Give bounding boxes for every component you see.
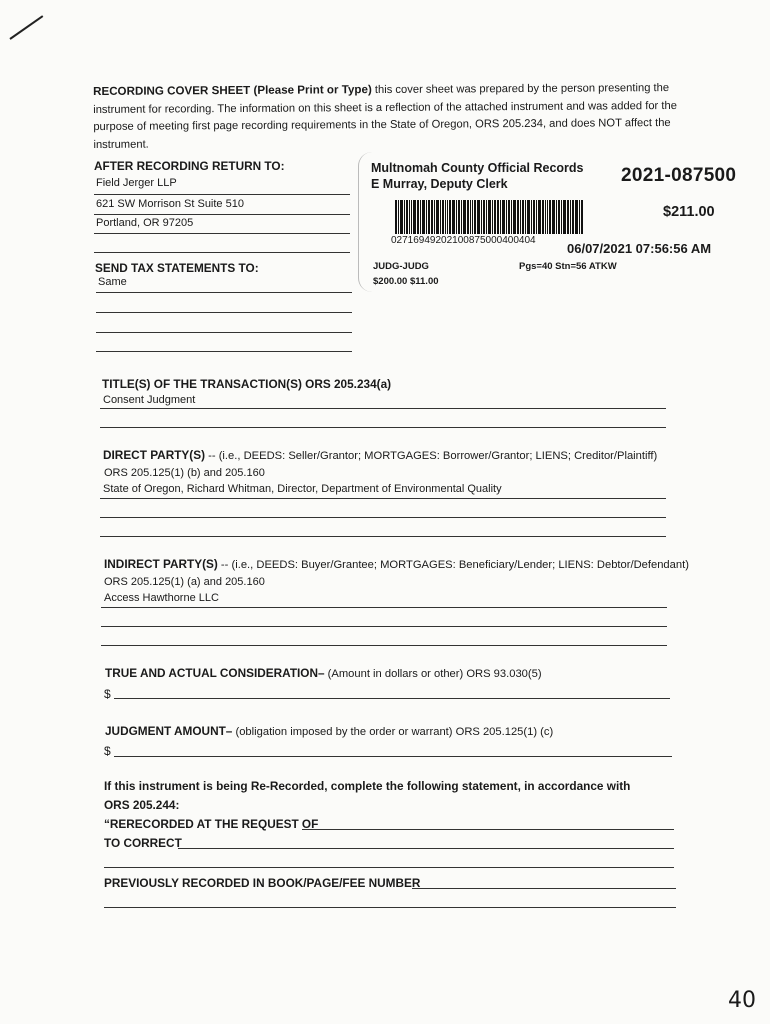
return-to-line-1: Field Jerger LLP	[96, 177, 177, 189]
rule	[101, 607, 667, 608]
judgment-label	[105, 724, 553, 738]
judgment-title: JUDGMENT AMOUNT–	[105, 724, 233, 738]
stamp-clerk: E Murray, Deputy Clerk	[371, 177, 508, 191]
stamp-fee: $211.00	[663, 204, 715, 220]
rerecord-line-2: ORS 205.244:	[104, 798, 180, 812]
rule	[100, 536, 666, 537]
barcode-digits: 02716949202100875000400404	[391, 235, 536, 246]
stamp-office: Multnomah County Official Records	[371, 161, 584, 175]
rule	[100, 517, 666, 518]
consideration-label	[105, 666, 542, 680]
rule	[302, 829, 674, 830]
direct-party-ors: ORS 205.125(1) (b) and 205.160	[104, 467, 265, 479]
judgment-dollar: $	[104, 744, 111, 758]
indirect-party-title: INDIRECT PARTY(S)	[104, 557, 218, 571]
titles-label: TITLE(S) OF THE TRANSACTION(S) ORS 205.234(a)	[102, 377, 392, 391]
rule	[104, 907, 676, 908]
tax-value: Same	[98, 276, 127, 288]
rule	[96, 351, 352, 352]
barcode	[395, 200, 584, 234]
return-to-line-3: Portland, OR 97205	[96, 217, 194, 229]
rerecord-correct-label: TO CORRECT	[104, 836, 182, 850]
rerecord-previous-label: PREVIOUSLY RECORDED IN BOOK/PAGE/FEE NUMBER	[104, 876, 421, 890]
rule	[94, 233, 350, 234]
stamp-pages: Pgs=40 Stn=56 ATKW	[519, 261, 617, 272]
direct-party-label	[103, 448, 657, 462]
rule	[96, 312, 352, 313]
stamp-datetime: 06/07/2021 07:56:56 AM	[567, 241, 712, 256]
intro-text: this cover sheet was prepared by the person presenting the instrument for recording. The information on this sheet is a reflection of the attached instrument and was added for the purpose of meeting first page recording requirements in the State of Oregon, ORS 205.234, and does NOT affect the instrument.	[93, 81, 677, 151]
indirect-party-ors: ORS 205.125(1) (a) and 205.160	[104, 576, 265, 588]
judgment-desc: (obligation imposed by the order or warrant) ORS 205.125(1) (c)	[232, 726, 554, 738]
rule	[94, 214, 350, 215]
titles-value: Consent Judgment	[103, 394, 196, 406]
direct-party-value: State of Oregon, Richard Whitman, Director, Department of Environmental Quality	[103, 483, 502, 495]
rule	[100, 408, 666, 409]
direct-party-title: DIRECT PARTY(S)	[103, 448, 206, 462]
rule	[96, 292, 352, 293]
indirect-party-value: Access Hawthorne LLC	[104, 592, 219, 604]
rule	[114, 698, 670, 699]
rule	[94, 252, 350, 253]
intro-paragraph	[93, 79, 683, 154]
stamp-doc-type: JUDG-JUDG	[373, 261, 429, 272]
indirect-party-desc: -- (i.e., DEEDS: Buyer/Grantee; MORTGAGES: Beneficiary/Lender; LIENS: Debtor/Defendant)	[217, 559, 689, 571]
rerecord-line-1: If this instrument is being Re-Recorded, complete the following statement, in accordance with	[104, 779, 631, 793]
rule	[178, 848, 674, 849]
rule	[100, 427, 666, 428]
rule	[94, 194, 350, 195]
check-mark	[9, 15, 43, 40]
direct-party-desc: -- (i.e., DEEDS: Seller/Grantor; MORTGAGES: Borrower/Grantor; LIENS; Creditor/Plaintiff)	[205, 450, 658, 462]
return-to-label: AFTER RECORDING RETURN TO:	[94, 159, 285, 173]
indirect-party-label	[104, 557, 689, 571]
rule	[104, 867, 674, 868]
rule	[96, 332, 352, 333]
page-number: 40	[728, 988, 756, 1013]
rule	[100, 498, 666, 499]
tax-label: SEND TAX STATEMENTS TO:	[95, 261, 259, 275]
rule	[101, 645, 667, 646]
consideration-dollar: $	[104, 687, 111, 701]
document-number: 2021-087500	[621, 165, 737, 186]
consideration-desc: (Amount in dollars or other) ORS 93.030(5)	[324, 668, 542, 680]
rule	[114, 756, 672, 757]
intro-heading: RECORDING COVER SHEET (Please Print or Type)	[93, 83, 372, 98]
rule	[101, 626, 667, 627]
recording-stamp	[358, 152, 770, 292]
stamp-fees-breakdown: $200.00 $11.00	[373, 276, 439, 287]
rerecord-request-label: “RERECORDED AT THE REQUEST OF	[104, 817, 319, 831]
return-to-line-2: 621 SW Morrison St Suite 510	[96, 198, 244, 210]
consideration-title: TRUE AND ACTUAL CONSIDERATION–	[105, 666, 325, 680]
rule	[412, 888, 676, 889]
